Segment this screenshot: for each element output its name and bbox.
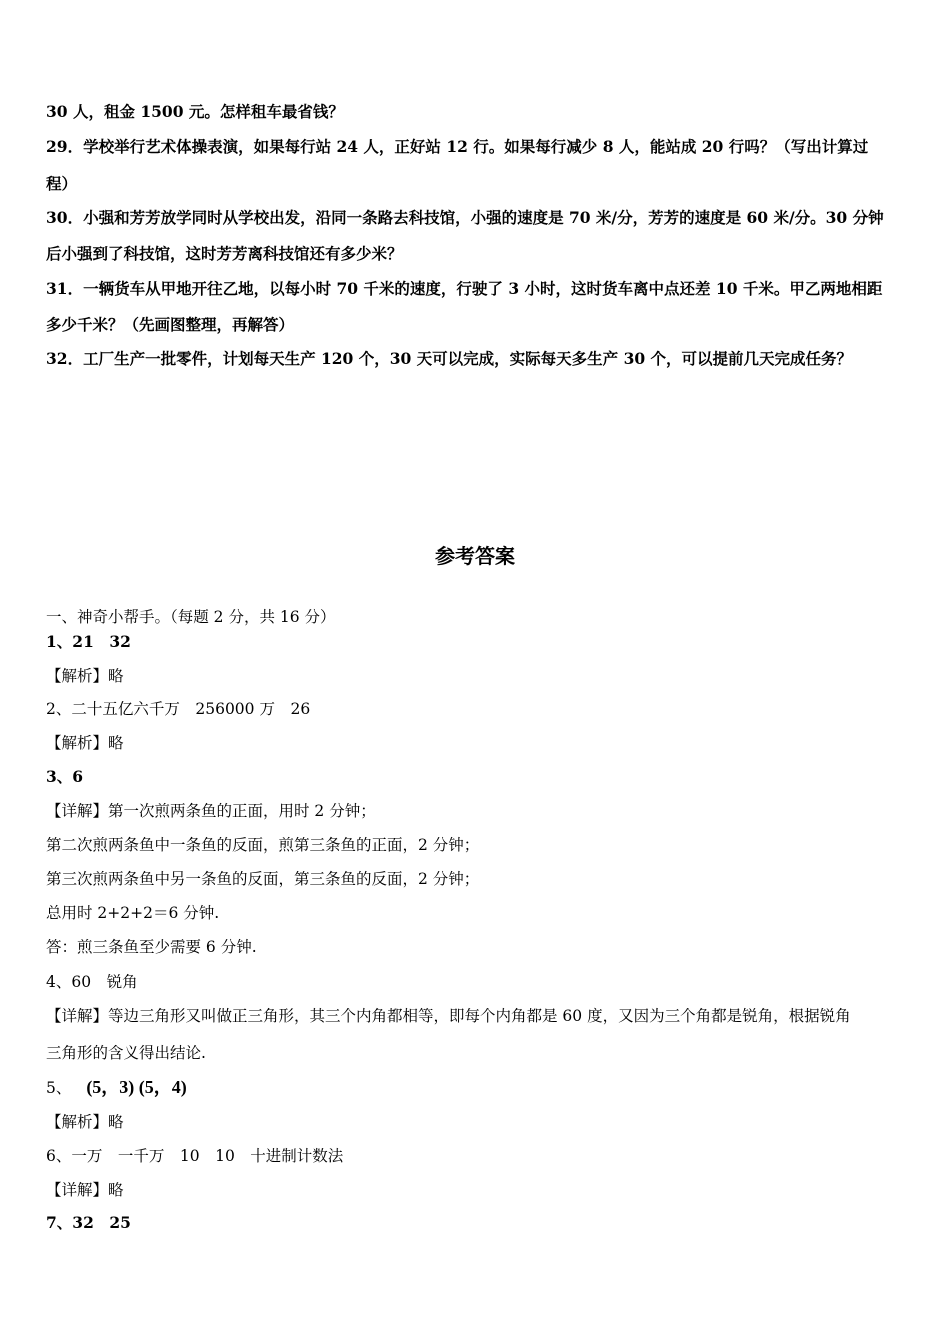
- answer-3-step-3: 第三次煎两条鱼中另一条鱼的反面，第三条鱼的反面，2 分钟；: [46, 870, 480, 888]
- answer-1-analysis: 【解析】略: [46, 667, 124, 685]
- question-31-cont: 多少千米？（先画图整理，再解答）: [46, 315, 295, 334]
- answers-title: 参考答案: [435, 544, 515, 568]
- answer-3-conclusion: 答：煎三条鱼至少需要 6 分钟.: [46, 938, 257, 956]
- answer-4-detail-cont: 三角形的含义得出结论.: [46, 1044, 206, 1062]
- answer-3-detail: 【详解】第一次煎两条鱼的正面，用时 2 分钟；: [46, 802, 376, 820]
- answer-3: 3、6: [46, 767, 84, 786]
- question-31: 31．一辆货车从甲地开往乙地，以每小时 70 千米的速度，行驶了 3 小时，这时货车离中点还差 10 千米。甲乙两地相距: [46, 279, 883, 298]
- question-32: 32．工厂生产一批零件，计划每天生产 120 个，30 天可以完成，实际每天多生产 30 个，可以提前几天完成任务？: [46, 349, 853, 368]
- question-30: 30．小强和芳芳放学同时从学校出发，沿同一条路去科技馆，小强的速度是 70 米/分，芳芳的速度是 60 米/分。30 分钟: [46, 208, 884, 227]
- section-heading: 一、神奇小帮手。（每题 2 分，共 16 分）: [46, 608, 336, 626]
- answer-5-number: 5、: [46, 1079, 72, 1097]
- answer-2: 2、二十五亿六千万 256000 万 26: [46, 700, 311, 718]
- question-28-tail: 30 人，租金 1500 元。怎样租车最省钱？: [46, 102, 344, 121]
- answer-5-coordinates: (5，3) (5，4): [86, 1077, 187, 1097]
- answer-2-analysis: 【解析】略: [46, 734, 124, 752]
- answer-3-step-2: 第二次煎两条鱼中一条鱼的反面，煎第三条鱼的正面，2 分钟；: [46, 836, 480, 854]
- answer-4: 4、60 锐角: [46, 973, 138, 991]
- answer-3-total: 总用时 2+2+2＝6 分钟.: [46, 904, 220, 922]
- answer-5: [46, 1077, 187, 1098]
- question-29-cont: 程）: [46, 174, 78, 193]
- answer-7: 7、32 25: [46, 1213, 131, 1232]
- answer-6-detail: 【详解】略: [46, 1181, 124, 1199]
- answer-5-analysis: 【解析】略: [46, 1113, 124, 1131]
- answer-6: 6、一万 一千万 10 10 十进制计数法: [46, 1147, 344, 1165]
- answer-4-detail: 【详解】等边三角形又叫做正三角形，其三个内角都相等，即每个内角都是 60 度，又因为三个角都是锐角，根据锐角: [46, 1007, 851, 1025]
- question-30-cont: 后小强到了科技馆，这时芳芳离科技馆还有多少米？: [46, 244, 403, 263]
- question-29: 29．学校举行艺术体操表演，如果每行站 24 人，正好站 12 行。如果每行减少 8 人，能站成 20 行吗？（写出计算过: [46, 137, 869, 156]
- answer-1: 1、21 32: [46, 632, 131, 651]
